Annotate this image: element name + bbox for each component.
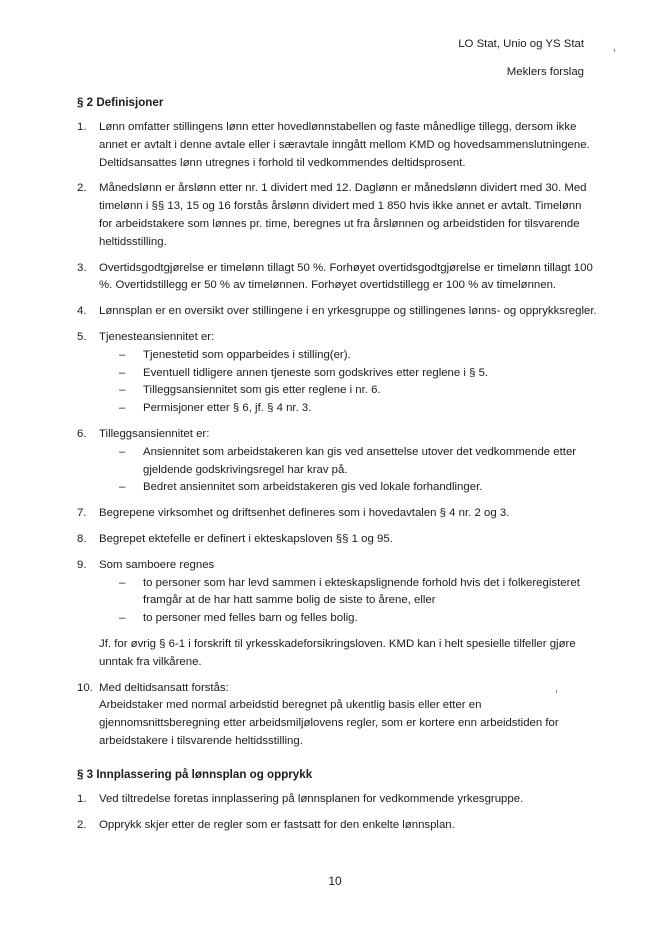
item-text: Overtidsgodtgjørelse er timelønn tillagt 50 %. Forhøyet overtidsgodtgjørelse er timelønn tillagt 100 %. Overtidstillegg er 50 % av timelønnen. Forhøyet overtidstillegg er 100 % av timelønnen. xyxy=(99,261,593,292)
header-proposal: Meklers forslag xyxy=(506,66,584,78)
item-number: 9. xyxy=(77,558,87,571)
item-number: 6. xyxy=(77,427,87,440)
dash-marker: – xyxy=(119,366,126,379)
list-item xyxy=(77,303,597,321)
dash-marker: – xyxy=(119,348,126,361)
bullet-item xyxy=(99,479,597,497)
item-number: 2. xyxy=(77,182,87,195)
bullet-item xyxy=(99,444,597,480)
scan-speck xyxy=(614,49,615,52)
document-body xyxy=(77,95,597,834)
section-3-heading: § 3 Innplassering på lønnsplan og opprykk xyxy=(77,767,313,781)
item-text: Begrepene virksomhet og driftsenhet defineres som i hovedavtalen § 4 nr. 2 og 3. xyxy=(99,507,510,520)
list-item xyxy=(77,426,597,497)
bullet-text: Eventuell tidligere annen tjeneste som godskrives etter reglene i § 5. xyxy=(143,366,489,379)
list-item xyxy=(77,260,597,296)
list-item xyxy=(77,557,597,672)
item-text: Tjenesteansiennitet er: xyxy=(99,330,215,343)
item-note: Jf. for øvrig § 6-1 i forskrift til yrkesskadeforsikringsloven. KMD kan i helt spesielle tilfeller gjøre unntak fra vilkårene. xyxy=(99,637,576,668)
item-text: Som samboere regnes xyxy=(99,558,215,571)
dash-marker: – xyxy=(119,481,126,494)
item-text: Begrepet ektefelle er definert i ekteskapsloven §§ 1 og 95. xyxy=(99,532,393,545)
bullet-text: to personer som har levd sammen i ekteskapslignende forhold hvis det i folkeregisteret framgår at de har hatt samme bolig de siste to årene, eller xyxy=(143,576,580,607)
item-number: 1. xyxy=(77,792,87,805)
item-text: Månedslønn er årslønn etter nr. 1 dividert med 12. Daglønn er månedslønn dividert med 30. Med timelønn i §§ 13, 15 og 16 forstås årslønn dividert med 1 850 hvis ikke annet er avtalt. Timelønn for arbeidstakere som lønnes pr. time, beregnes ut fra årslønnen og arbeidstiden for tilsvarende heltidsstilling. xyxy=(99,182,587,248)
list-item xyxy=(77,505,597,523)
item-text: Lønn omfatter stillingens lønn etter hovedlønnstabellen og faste månedlige tillegg, dersom ikke annet er avtalt i denne avtale eller i særavtale inngått mellom KMD og hovedsammenslutningene. Deltidsansattes lønn utregnes i forhold til vedkommendes deltidsprosent. xyxy=(99,121,590,169)
bullet-text: Ansiennitet som arbeidstakeren kan gis ved ansettelse utover det vedkommende etter gjeldende godskrivingsregel har krav på. xyxy=(143,445,577,476)
item-number: 1. xyxy=(77,121,87,133)
item-number: 5. xyxy=(77,330,87,343)
bullet-item xyxy=(99,365,597,383)
bullet-item xyxy=(99,610,597,628)
item-number: 4. xyxy=(77,305,87,318)
dash-marker: – xyxy=(119,384,126,397)
bullet-text: Bedret ansiennitet som arbeidstakeren gis ved lokale forhandlinger. xyxy=(143,481,483,494)
dash-marker: – xyxy=(119,402,126,415)
item-number: 8. xyxy=(77,532,87,545)
list-item xyxy=(77,329,597,418)
dash-marker: – xyxy=(119,576,126,589)
bullet-text: Permisjoner etter § 6, jf. § 4 nr. 3. xyxy=(143,402,312,415)
item-note: Arbeidstaker med normal arbeidstid beregnet på ukentlig basis eller etter en gjennomsnittsberegning etter arbeidsmiljølovens regler, som er kortere enn arbeidstiden for arbeidstakere i tilsvarende heltidsstilling. xyxy=(99,699,559,747)
item-number: 3. xyxy=(77,261,87,274)
item-text: Tilleggsansiennitet er: xyxy=(99,427,210,440)
list-item xyxy=(77,180,597,251)
header-parties: LO Stat, Unio og YS Stat xyxy=(458,38,584,50)
list-item xyxy=(77,531,597,549)
item-number: 2. xyxy=(77,818,87,831)
dash-marker: – xyxy=(119,612,126,625)
list-item xyxy=(77,791,597,809)
list-item xyxy=(77,680,597,751)
list-item xyxy=(77,817,597,835)
item-text: Opprykk skjer etter de regler som er fastsatt for den enkelte lønnsplan. xyxy=(99,818,455,831)
bullet-item xyxy=(99,382,597,400)
item-text: Lønnsplan er en oversikt over stillingene i en yrkesgruppe og stillingenes lønns- og opprykksregler. xyxy=(99,305,597,318)
item-text: Ved tiltredelse foretas innplassering på lønnsplanen for vedkommende yrkesgruppe. xyxy=(99,792,524,805)
bullet-item xyxy=(99,575,597,611)
bullet-text: to personer med felles barn og felles bolig. xyxy=(143,612,358,625)
bullet-item xyxy=(99,347,597,365)
page-number: 10 xyxy=(328,874,342,888)
item-text: Med deltidsansatt forstås: xyxy=(99,681,229,694)
section-2-heading: § 2 Definisjoner xyxy=(77,96,164,109)
bullet-text: Tjenestetid som opparbeides i stilling(er). xyxy=(143,348,351,361)
item-number: 7. xyxy=(77,507,87,520)
bullet-item xyxy=(99,400,597,418)
item-number: 10. xyxy=(77,681,93,694)
bullet-text: Tilleggsansiennitet som gis etter reglene i nr. 6. xyxy=(143,384,381,397)
dash-marker: – xyxy=(119,445,126,458)
list-item xyxy=(77,119,597,172)
